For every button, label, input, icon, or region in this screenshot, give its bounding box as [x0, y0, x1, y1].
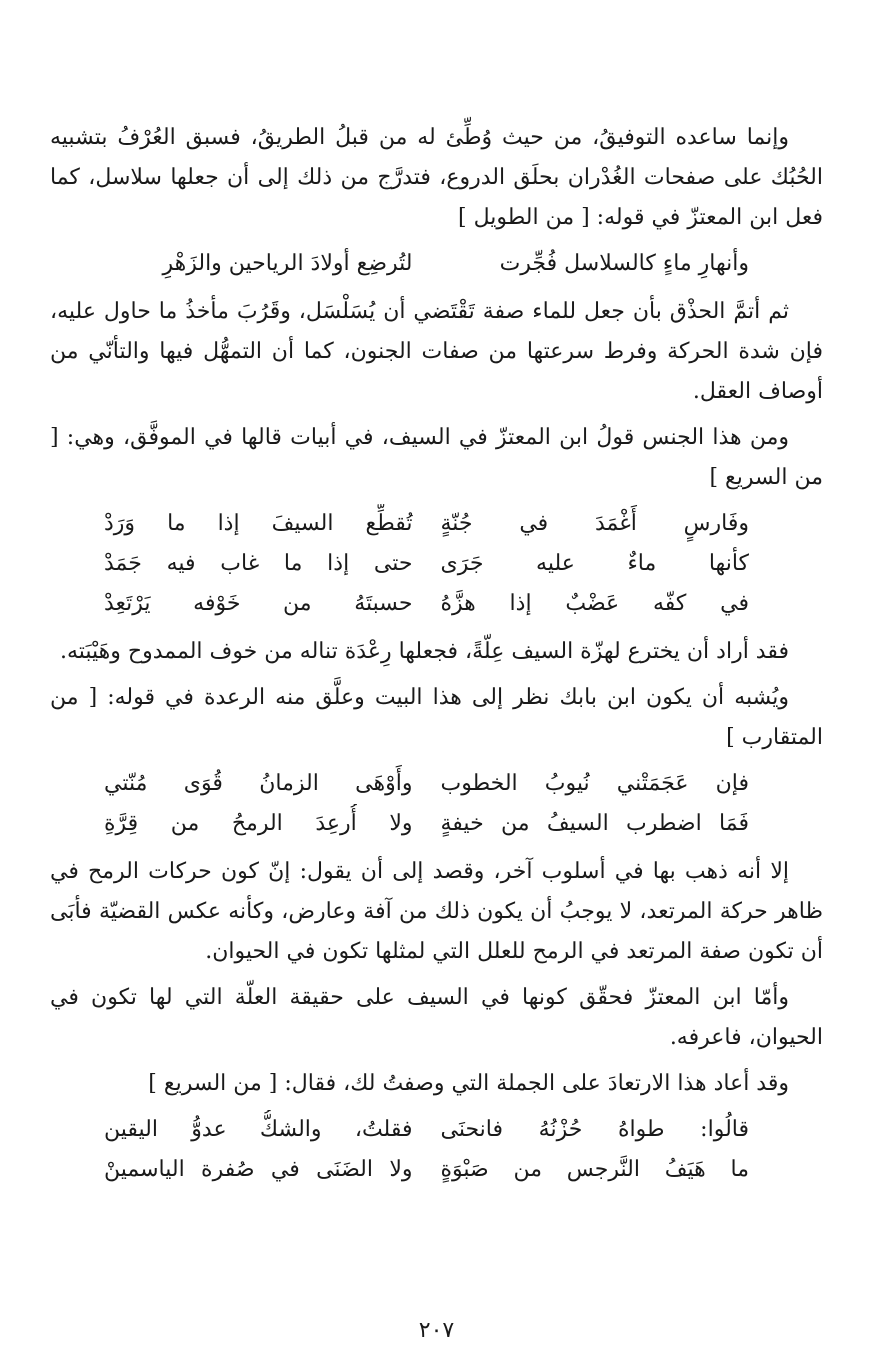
paragraph: وأمّا ابن المعتزّ فحقّق كونها في السيف على حقيقة العلّة التي لها تكون في الحيوان، فاعرفه. [50, 985, 823, 1050]
verse-block [50, 244, 823, 284]
verse-second-hemistich: ولا أُرعِدَ الرمحُ من قِرَّةِ [104, 811, 413, 836]
verse-second-hemistich: ولا الضَنَى في صُفرة الياسمينْ [104, 1157, 413, 1182]
verse-second-hemistich: حتى إذا ما غاب فيه جَمَدْ [104, 551, 413, 576]
verse-line [50, 504, 823, 544]
verse-line [50, 544, 823, 584]
paragraph: وإنما ساعده التوفيقُ، من حيث وُطِّئ له من قبلُ الطريقُ، فسبق العُرْفُ بتشبيه الحُبُك على صفحات الغُدْران بحلَق الدروع، فتدرَّج من ذلك إلى أن جعلها سلاسل، كما فعل ابن المعتزّ في قوله: [ من الطويل ] [50, 125, 823, 230]
paragraph: وقد أعاد هذا الارتعادَ على الجملة التي وصفتُ لك، فقال: [ من السريع ] [148, 1071, 789, 1096]
page-number: ٢٠٧ [418, 1318, 455, 1343]
paragraph: ومن هذا الجنس قولُ ابن المعتزّ في السيف، في أبيات قالها في الموفَّق، وهي: [ من السريع ] [50, 425, 823, 490]
verse-first-hemistich: ما هَيَفُ النَّرجس من صَبْوَةٍ [440, 1157, 749, 1182]
verse-line [50, 244, 823, 284]
verse-first-hemistich: فَمَا اضطرب السيفُ من خيفةٍ [440, 811, 749, 836]
verse-line [50, 804, 823, 844]
paragraph: ثم أتمَّ الحذْق بأن جعل للماء صفة تَقْتَضي أن يُسَلْسَل، وقَرُبَ مأخذُ ما حاول عليه، فإن شدة الحركة وفرط سرعتها من صفات الجنون، كما أن التمهُّل فيها والتأنّي من أوصاف العقل. [50, 299, 823, 404]
paragraph: فقد أراد أن يخترع لهزّة السيف عِلّةً، فجعلها رِعْدَة تناله من خوف الممدوح وهَيْبَته. [59, 639, 789, 664]
paragraph: ويُشبه أن يكون ابن بابك نظر إلى هذا البيت وعلَّق منه الرعدة في قوله: [ من المتقارب ] [50, 685, 823, 750]
verse-block [50, 504, 823, 624]
verse-block [50, 764, 823, 844]
verse-first-hemistich: كأنها ماءٌ عليه جَرَى [440, 551, 749, 576]
verse-line [50, 1150, 823, 1190]
verse-first-hemistich: قالُوا: طواهُ حُزْنُهُ فانحنَى [440, 1117, 749, 1142]
verse-second-hemistich: حسبتَهُ من خَوْفه يَرْتَعِدْ [104, 591, 413, 616]
verse-second-hemistich: تُقطِّع السيفَ إذا ما وَرَدْ [104, 511, 413, 536]
verse-line [50, 584, 823, 624]
paragraph: إلا أنه ذهب بها في أسلوب آخر، وقصد إلى أن يقول: إنّ كون حركات الرمح في ظاهر حركة المرتعد، لا يوجبُ أن يكون ذلك من آفة وعارض، وكأنه عكس القضيّة فأبَى أن تكون صفة المرتعد في الرمح للعلل التي لمثلها تكون في الحيوان. [50, 859, 823, 964]
verse-first-hemistich: وأنهارِ ماءٍ كالسلاسل فُجِّرت [499, 251, 749, 276]
verse-first-hemistich: وفَارسٍ أَغْمَدَ في جُنّةٍ [440, 511, 749, 536]
verse-block [50, 1110, 823, 1190]
verse-first-hemistich: فإن عَجَمَتْني نُيوبُ الخطوب [440, 771, 749, 796]
verse-first-hemistich: في كفّه عَضْبٌ إذا هزَّهُ [440, 591, 749, 616]
verse-second-hemistich: وأَوْهَى الزمانُ قُوَى مُنّتي [104, 771, 413, 796]
page-body [50, 118, 823, 1198]
verse-line [50, 764, 823, 804]
verse-second-hemistich: فقلتُ، والشكُّ عدوُّ اليقين [104, 1117, 413, 1142]
verse-second-hemistich: لتُرضِع أولادَ الرياحين والزَهْرِ [162, 251, 413, 276]
verse-line [50, 1110, 823, 1150]
